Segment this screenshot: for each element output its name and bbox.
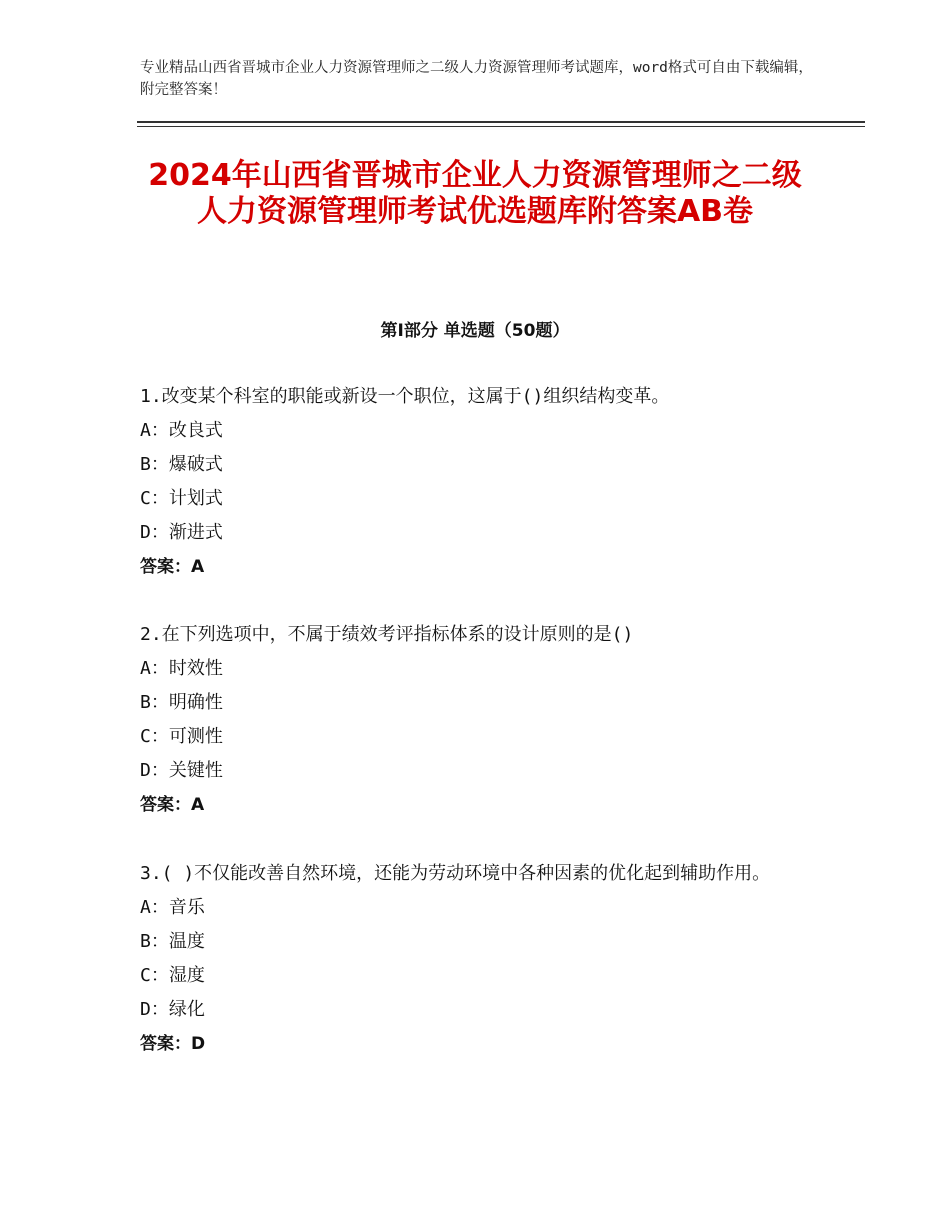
header-divider-thin <box>137 126 865 127</box>
option-c: C：可测性 <box>140 726 223 747</box>
question-3 <box>140 857 820 1061</box>
answer-line: 答案：D <box>140 1034 206 1054</box>
document-title: 2024年山西省晋城市企业人力资源管理师之二级人力资源管理师考试优选题库附答案AB卷 <box>148 158 802 229</box>
option-b: B：温度 <box>140 931 205 952</box>
section-heading: 第Ⅰ部分 单选题（50题） <box>380 321 570 341</box>
option-a: A：音乐 <box>140 897 205 918</box>
question-text: 3.( )不仅能改善自然环境，还能为劳动环境中各种因素的优化起到辅助作用。 <box>140 863 771 884</box>
question-1 <box>140 380 820 584</box>
question-text: 1.改变某个科室的职能或新设一个职位，这属于()组织结构变革。 <box>140 386 670 407</box>
option-d: D：关键性 <box>140 760 223 781</box>
header-note: 专业精品山西省晋城市企业人力资源管理师之二级人力资源管理师考试题库，word格式可自由下载编辑，附完整答案！ <box>140 60 813 98</box>
option-c: C：湿度 <box>140 965 205 986</box>
question-2 <box>140 618 820 822</box>
option-d: D：绿化 <box>140 999 205 1020</box>
option-a: A：改良式 <box>140 420 223 441</box>
option-d: D：渐进式 <box>140 522 223 543</box>
option-b: B：明确性 <box>140 692 223 713</box>
option-c: C：计划式 <box>140 488 223 509</box>
answer-line: 答案：A <box>140 795 205 815</box>
option-b: B：爆破式 <box>140 454 223 475</box>
option-a: A：时效性 <box>140 658 223 679</box>
question-text: 2.在下列选项中，不属于绩效考评指标体系的设计原则的是() <box>140 624 634 645</box>
answer-line: 答案：A <box>140 557 205 577</box>
header-divider-thick <box>137 121 865 123</box>
